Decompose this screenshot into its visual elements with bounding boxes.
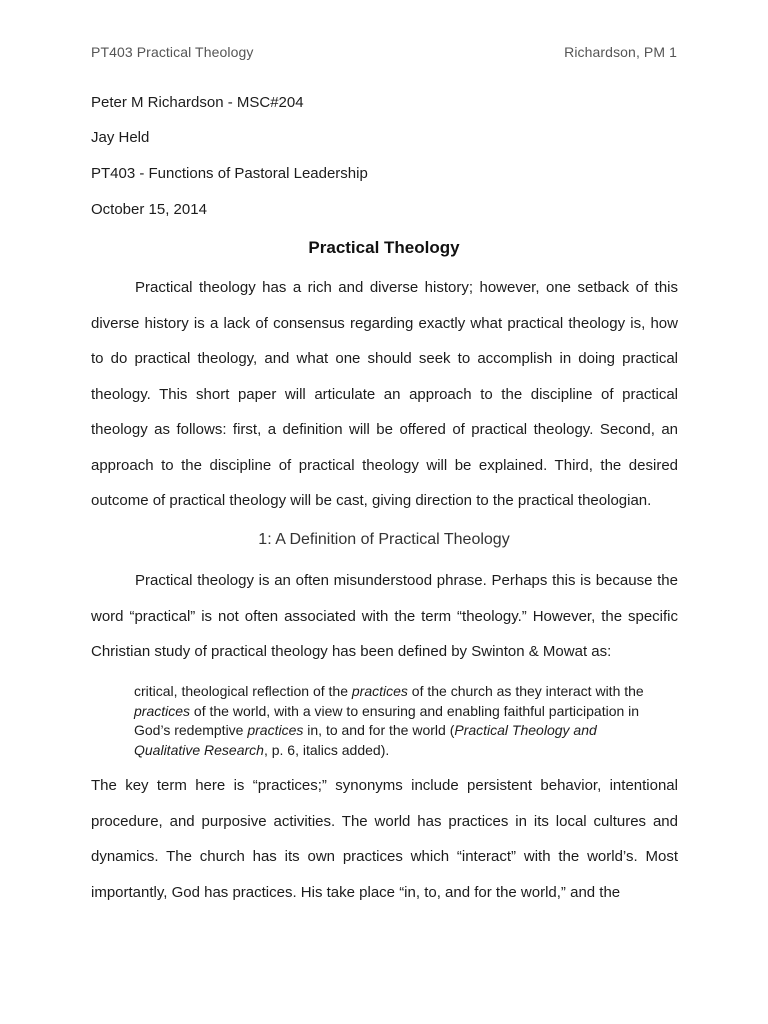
header-page-label: Richardson, PM 1 — [564, 44, 677, 60]
header-course-title: PT403 Practical Theology — [91, 44, 254, 60]
definition-paragraph: Practical theology is an often misunderstood phrase. Perhaps this is because the word “practical” is not often associated with the term “theology.” However, the specific Christian study of practical theology has been defined by Swinton & Mowat as: — [91, 572, 678, 660]
date-line: October 15, 2014 — [91, 201, 207, 218]
quote-text: of the church as they interact with the — [407, 683, 644, 699]
author-line: Peter M Richardson - MSC#204 — [91, 94, 304, 111]
quote-italic-text: practices — [134, 702, 191, 719]
instructor-line: Jay Held — [91, 129, 150, 146]
quote-text: , p. 6, italics added). — [263, 741, 390, 758]
section-heading: 1: A Definition of Practical Theology — [258, 531, 510, 548]
quote-source-title: Practical Theology and Qualitative Research — [134, 722, 597, 758]
paper-title: Practical Theology — [308, 238, 460, 257]
intro-paragraph: Practical theology has a rich and diverse history; however, one setback of this diverse history is a lack of consensus regarding exactly what practical theology is, how to do practical theology, and what one should seek to accomplish in doing practical theology. This short paper will articulate an approach to the discipline of practical theology as follows: first, a definition will be offered of practical theology. Second, an approach to the discipline of practical theology will be explained. Third, the desired outcome of practical theology will be cast, giving direction to the practical theologian. — [91, 279, 678, 509]
course-line: PT403 - Functions of Pastoral Leadership — [91, 165, 368, 182]
quote-text: of the world, with a view to ensuring and enabling faithful participation in God’s redemptive — [134, 702, 640, 738]
running-header — [91, 44, 677, 60]
practices-paragraph: The key term here is “practices;” synonyms include persistent behavior, intentional procedure, and purposive activities. The world has practices in its local cultures and dynamics. The church has its own practices which “interact” with the world’s. Most importantly, God has practices. His take place “in, to, and for the world,” and the — [91, 777, 678, 901]
quote-text: critical, theological reflection of the — [134, 683, 352, 699]
block-quote — [134, 682, 644, 760]
quote-italic-text: practices — [351, 683, 408, 699]
quote-text: in, to and for the world ( — [303, 722, 455, 738]
quote-italic-text: practices — [247, 722, 304, 738]
